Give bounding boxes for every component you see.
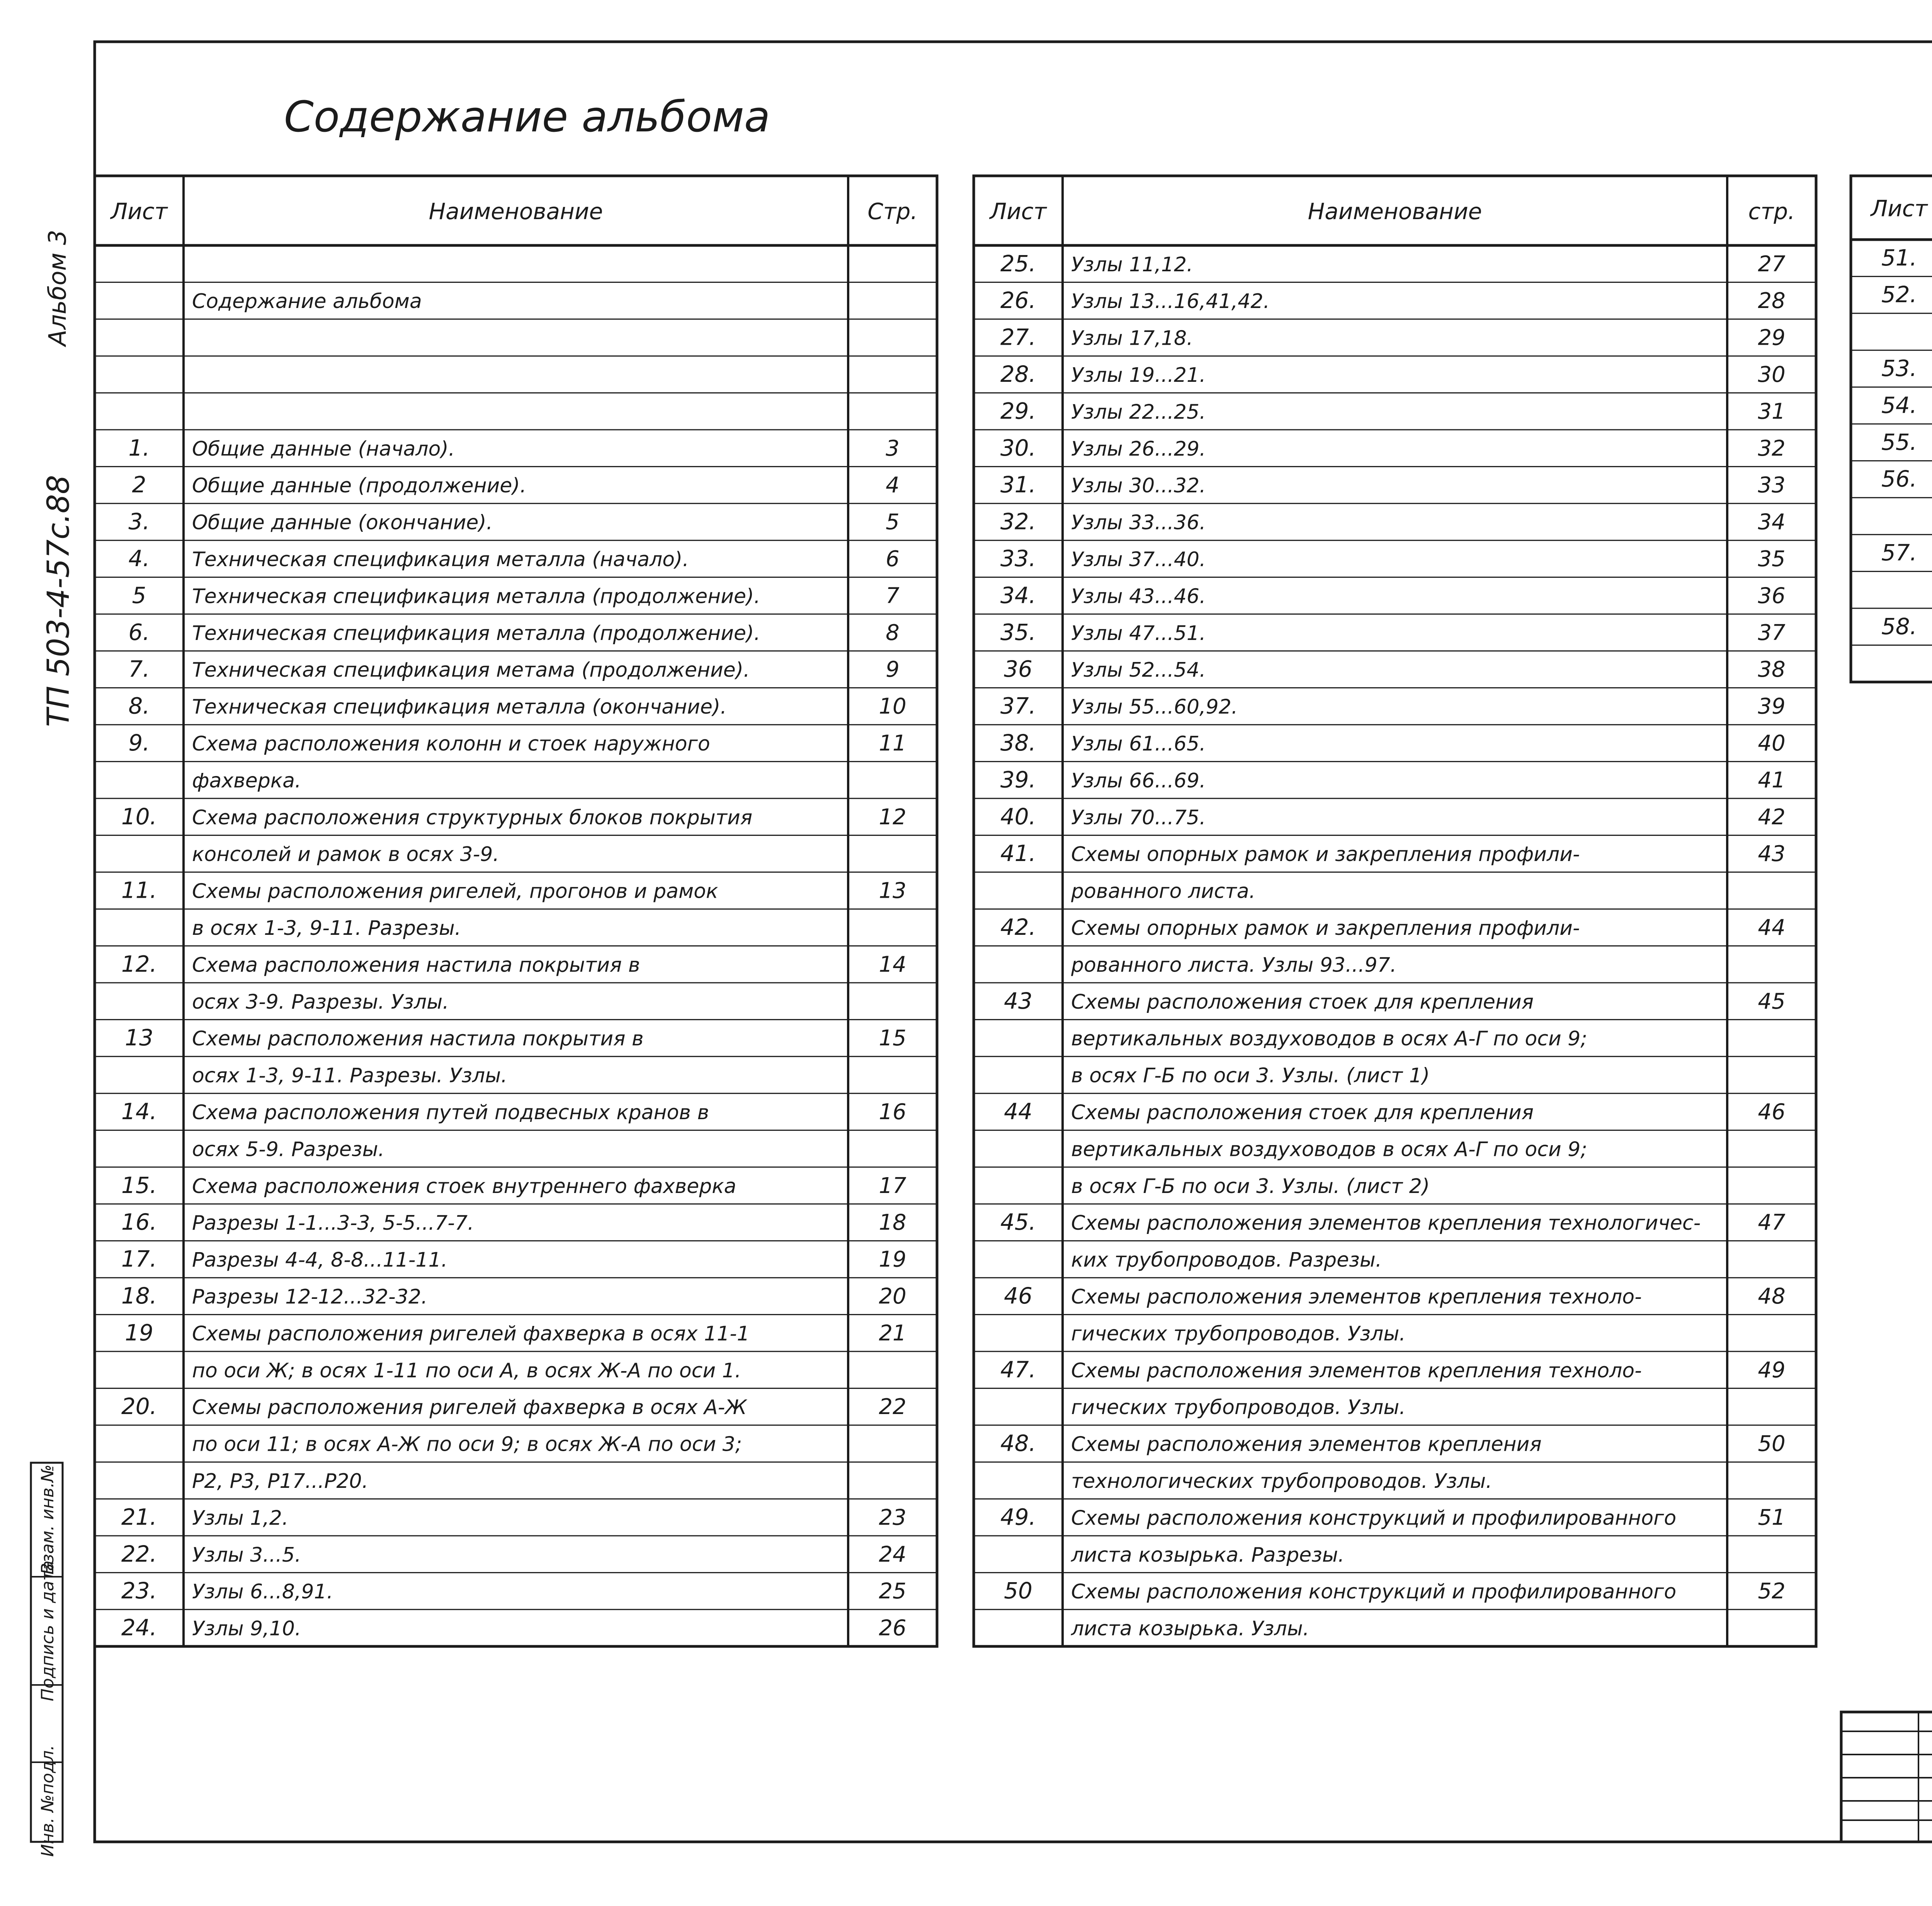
stamp-replacement-inv: Взам. инв.№ (38, 1464, 58, 1575)
table-row (974, 1064, 1816, 1094)
cell-name: листа козырька. Разрезы. (1071, 1543, 1345, 1567)
table-row (1851, 653, 1932, 682)
table-row (95, 769, 937, 798)
table-row (95, 1393, 937, 1425)
cell-sheet: 12. (121, 951, 157, 977)
table-row (95, 435, 937, 467)
table-row (974, 803, 1816, 836)
cell-page: 17 (879, 1173, 906, 1198)
cell-name: вертикальных воздуховодов в осях А-Г по оси 9; (1071, 1027, 1587, 1051)
cell-name: Узлы 55...60,92. (1071, 695, 1238, 719)
header-name: Наименование (429, 198, 603, 225)
table-row (974, 1283, 1816, 1315)
cell-sheet: 49. (1000, 1504, 1036, 1530)
cell-sheet: 38. (1000, 729, 1036, 756)
table-row (1851, 466, 1932, 498)
table-row (1851, 539, 1932, 572)
cell-page: 39 (1758, 694, 1786, 719)
cell-page: 40 (1758, 730, 1786, 756)
cell-sheet: 37. (1000, 693, 1036, 719)
cell-name: рованного листа. Узлы 93...97. (1071, 953, 1397, 977)
table-row (974, 545, 1816, 577)
cell-page: 41 (1758, 768, 1786, 793)
cell-name: Узлы 47...51. (1071, 621, 1206, 645)
cell-sheet: 24. (121, 1614, 157, 1641)
cell-page: 44 (1758, 915, 1786, 940)
cell-name: Узлы 17,18. (1071, 327, 1193, 350)
cell-sheet: 44 (1004, 1098, 1032, 1125)
cell-name: Схема расположения колонн и стоек наружного (192, 732, 710, 756)
cell-sheet: 7. (128, 656, 150, 682)
cell-page: 32 (1758, 436, 1786, 461)
table-row (1851, 613, 1932, 645)
cell-sheet: 50 (1004, 1578, 1032, 1604)
cell-sheet: 58. (1881, 613, 1917, 640)
cell-page: 33 (1758, 473, 1786, 498)
cell-page: 18 (879, 1210, 906, 1235)
cell-page: 26 (879, 1615, 906, 1641)
header-sheet: Лист (990, 198, 1047, 225)
cell-name: Схема расположения стоек внутреннего фахверка (192, 1174, 736, 1198)
cell-sheet: 39. (1000, 766, 1036, 793)
table-row (974, 1027, 1816, 1057)
cell-name: Узлы 6...8,91. (192, 1580, 333, 1604)
cell-page: 46 (1758, 1099, 1786, 1125)
cell-sheet: 9. (128, 729, 150, 756)
cell-page: 11 (879, 730, 906, 756)
table-row (974, 471, 1816, 504)
cell-name: Узлы 70...75. (1071, 806, 1206, 829)
cell-name: Разрезы 12-12...32-32. (192, 1285, 428, 1309)
table-row (974, 730, 1816, 762)
table-row (95, 1172, 937, 1204)
stamp-signature-date: Подпись и дата (38, 1560, 58, 1702)
cell-sheet: 34. (1000, 582, 1036, 609)
cell-name: Схемы расположения настила покрытия в (192, 1027, 644, 1051)
table-row (974, 1249, 1816, 1278)
cell-page: 15 (879, 1026, 906, 1051)
cell-sheet: 5 (132, 582, 146, 609)
cell-page: 22 (879, 1394, 906, 1420)
album-label: Альбом 3 (43, 230, 71, 346)
table-row (95, 1470, 937, 1499)
table-row (95, 290, 937, 319)
table-row (974, 1430, 1816, 1462)
cell-sheet: 47. (1000, 1356, 1036, 1383)
cell-name: Схема расположения настила покрытия в (192, 953, 640, 977)
table-row (974, 1356, 1816, 1389)
cell-name: осях 3-9. Разрезы. Узлы. (192, 990, 449, 1014)
cell-name: Узлы 22...25. (1071, 400, 1206, 424)
cell-name: Схема расположения структурных блоков покрытия (192, 806, 753, 829)
table-row (95, 1359, 937, 1389)
cell-page: 13 (879, 878, 906, 904)
table-1 (95, 176, 937, 1646)
cell-sheet: 8. (128, 693, 150, 719)
cell-sheet: 40. (1000, 803, 1036, 830)
table-row (974, 1138, 1816, 1167)
cell-sheet: 35. (1000, 619, 1036, 645)
cell-sheet: 29. (1000, 398, 1036, 424)
cell-name: осях 5-9. Разрезы. (192, 1138, 385, 1161)
table-row (974, 287, 1816, 319)
cell-page: 31 (1758, 399, 1786, 424)
table-row (1851, 321, 1932, 351)
cell-name: Узлы 3...5. (192, 1543, 301, 1567)
table-row (95, 1138, 937, 1167)
title-block (1841, 1712, 1932, 1842)
cell-sheet: 14. (121, 1098, 157, 1125)
table-row (95, 1209, 937, 1241)
cell-sheet: 21. (121, 1504, 157, 1530)
cell-name: Схемы опорных рамок и закрепления профили- (1071, 916, 1580, 940)
cell-page: 28 (1758, 288, 1786, 314)
table-row (974, 766, 1816, 798)
cell-sheet: 4. (128, 545, 150, 572)
table-row (95, 1578, 937, 1610)
cell-sheet: 42. (1000, 914, 1036, 940)
cell-sheet: 55. (1881, 429, 1917, 455)
cell-name: консолей и рамок в осях 3-9. (192, 843, 499, 866)
table-row (974, 361, 1816, 393)
cell-name: Содержание альбома (192, 290, 422, 313)
cell-page: 34 (1758, 509, 1786, 535)
table-row (95, 582, 937, 614)
cell-name: Схемы расположения ригелей, прогонов и рамок (192, 880, 718, 903)
cell-name: Разрезы 1-1...3-3, 5-5...7-7. (192, 1212, 474, 1235)
cell-sheet: 1. (128, 434, 150, 461)
cell-page: 6 (886, 546, 900, 572)
cell-name: Схемы расположения стоек для крепления (1071, 1101, 1534, 1124)
cell-sheet: 28. (1000, 361, 1036, 387)
cell-page: 35 (1758, 546, 1786, 572)
table-row (1851, 281, 1932, 313)
cell-name: Техническая спецификация метама (продолжение). (192, 659, 750, 682)
cell-name: Техническая спецификация металла (продолжение). (192, 585, 760, 608)
cell-sheet: 13 (125, 1024, 153, 1051)
table-row (974, 656, 1816, 688)
cell-name: Схемы расположения элементов крепления технологичес- (1071, 1212, 1701, 1235)
cell-name: фахверка. (192, 769, 301, 793)
cell-sheet: 22. (121, 1540, 157, 1567)
cell-name: Схема расположения путей подвесных кранов в (192, 1101, 709, 1124)
table-row (95, 509, 937, 541)
cell-name: Узлы 26...29. (1071, 437, 1206, 461)
table-row (95, 1541, 937, 1573)
table-row (1851, 429, 1932, 461)
cell-sheet: 43 (1004, 987, 1032, 1014)
header-sheet: Лист (111, 198, 168, 225)
table-row (974, 840, 1816, 872)
cell-page: 45 (1758, 989, 1786, 1014)
table-row (95, 1615, 937, 1647)
cell-page: 23 (879, 1505, 906, 1530)
table-row (974, 1617, 1816, 1647)
cell-name: в осях Г-Б по оси 3. Узлы. (лист 1) (1071, 1064, 1430, 1087)
cell-sheet: 31. (1000, 471, 1036, 498)
table-row (95, 471, 937, 504)
cell-sheet: 53. (1881, 355, 1917, 381)
cell-page: 9 (886, 657, 900, 682)
cell-name: Схемы опорных рамок и закрепления профили- (1071, 843, 1580, 866)
cell-sheet: 52. (1881, 281, 1917, 308)
cell-name: Узлы 9,10. (192, 1617, 301, 1641)
table-row (974, 1175, 1816, 1204)
cell-name: Узлы 30...32. (1071, 474, 1206, 498)
cell-page: 19 (879, 1247, 906, 1272)
cell-name: Техническая спецификация металла (продолжение). (192, 621, 760, 645)
cell-sheet: 56. (1881, 466, 1917, 492)
cell-name: Схемы расположения ригелей фахверка в осях 11-1 (192, 1322, 750, 1346)
cell-sheet: 27. (1000, 324, 1036, 351)
table-row (974, 398, 1816, 430)
cell-sheet: 30. (1000, 434, 1036, 461)
cell-page: 49 (1758, 1357, 1786, 1383)
cell-page: 21 (879, 1321, 906, 1346)
table-border (974, 176, 1816, 1646)
table-row (1851, 579, 1932, 608)
cell-name: Р2, Р3, Р17...Р20. (192, 1469, 369, 1493)
cell-page: 50 (1758, 1431, 1786, 1457)
table-row (974, 1504, 1816, 1536)
table-row (95, 917, 937, 946)
table-row (95, 951, 937, 983)
cell-name: в осях Г-Б по оси 3. Узлы. (лист 2) (1071, 1174, 1430, 1198)
table-row (974, 1470, 1816, 1499)
cell-page: 20 (879, 1283, 906, 1309)
table-row (95, 1283, 937, 1315)
cell-name: по оси 11; в осях А-Ж по оси 9; в осях Ж-А по оси 3; (192, 1433, 742, 1456)
table-row (95, 843, 937, 872)
cell-name: Узлы 19...21. (1071, 363, 1206, 387)
cell-name: Общие данные (начало). (192, 437, 455, 461)
table-row (95, 1024, 937, 1057)
table-row (95, 1098, 937, 1130)
cell-page: 10 (879, 694, 906, 719)
cell-page: 24 (879, 1542, 906, 1567)
cell-name: рованного листа. (1071, 880, 1256, 903)
cell-sheet: 18. (121, 1282, 157, 1309)
cell-name: Техническая спецификация металла (начало). (192, 548, 689, 571)
table-row (974, 1396, 1816, 1425)
table-row (95, 545, 937, 577)
cell-name: гических трубопроводов. Узлы. (1071, 1322, 1406, 1346)
cell-sheet: 33. (1000, 545, 1036, 572)
cell-sheet: 10. (121, 803, 157, 830)
table-row (95, 1319, 937, 1351)
table-row (1851, 245, 1932, 277)
cell-name: Узлы 37...40. (1071, 548, 1206, 571)
table-row (95, 1246, 937, 1278)
header-name: Наименование (1308, 198, 1482, 225)
album-title: Содержание альбома (284, 92, 770, 141)
cell-page: 12 (879, 804, 906, 830)
table-row (974, 988, 1816, 1020)
contents-tables (95, 176, 1932, 1646)
cell-page: 42 (1758, 804, 1786, 830)
cell-name: Схемы расположения конструкций и профилированного (1071, 1580, 1677, 1604)
cell-sheet: 54. (1881, 392, 1917, 419)
cell-sheet: 20. (121, 1393, 157, 1420)
cell-name: гических трубопроводов. Узлы. (1071, 1396, 1406, 1419)
table-row (974, 324, 1816, 356)
cell-sheet: 46 (1004, 1282, 1032, 1309)
header-sheet: Лист (1871, 195, 1928, 222)
table-row (95, 877, 937, 909)
cell-name: Узлы 43...46. (1071, 585, 1206, 608)
cell-sheet: 11. (121, 877, 157, 904)
table-row (974, 693, 1816, 725)
table-row (974, 914, 1816, 946)
cell-page: 5 (886, 509, 900, 535)
cell-name: Техническая спецификация металла (окончание). (192, 695, 727, 719)
table-row (1851, 355, 1932, 387)
cell-name: Узлы 1,2. (192, 1506, 289, 1530)
cell-sheet: 26. (1000, 287, 1036, 314)
cell-name: Схемы расположения стоек для крепления (1071, 990, 1534, 1014)
cell-name: Узлы 33...36. (1071, 511, 1206, 534)
cell-name: Узлы 66...69. (1071, 769, 1206, 793)
cell-sheet: 25. (1000, 250, 1036, 277)
table-row (95, 1064, 937, 1094)
table-row (974, 250, 1816, 282)
table-row (974, 509, 1816, 541)
cell-name: Схемы расположения элементов крепления техноло- (1071, 1359, 1642, 1382)
table-row (95, 730, 937, 762)
table-row (974, 1578, 1816, 1610)
cell-name: в осях 1-3, 9-11. Разрезы. (192, 916, 461, 940)
cell-page: 25 (879, 1579, 906, 1604)
cell-page: 52 (1758, 1579, 1786, 1604)
cell-sheet: 57. (1881, 539, 1917, 566)
header-page: Стр. (867, 198, 918, 225)
cell-sheet: 51. (1881, 244, 1917, 271)
table-row (95, 990, 937, 1020)
cell-page: 51 (1758, 1505, 1786, 1530)
cell-name: осях 1-3, 9-11. Разрезы. Узлы. (192, 1064, 507, 1087)
cell-name: Схемы расположения конструкций и профилированного (1071, 1506, 1677, 1530)
cell-name: технологических трубопроводов. Узлы. (1071, 1469, 1492, 1493)
cell-sheet: 32. (1000, 508, 1036, 535)
cell-page: 29 (1758, 325, 1786, 351)
table-row (974, 1544, 1816, 1573)
header-page: стр. (1748, 198, 1795, 225)
cell-page: 3 (886, 436, 900, 461)
cell-page: 38 (1758, 657, 1786, 682)
table-border (95, 176, 937, 1646)
cell-page: 37 (1758, 620, 1786, 645)
cell-sheet: 36 (1004, 656, 1032, 682)
left-stamp-strip (31, 1463, 63, 1857)
cell-sheet: 15. (121, 1172, 157, 1198)
cell-page: 36 (1758, 583, 1786, 609)
table-row (974, 953, 1816, 983)
cell-sheet: 16. (121, 1209, 157, 1235)
cell-name: Общие данные (продолжение). (192, 474, 527, 498)
table-row (974, 880, 1816, 909)
table-row (95, 1433, 937, 1462)
cell-page: 16 (879, 1099, 906, 1125)
cell-name: ких трубопроводов. Разрезы. (1071, 1248, 1382, 1272)
cell-name: Узлы 61...65. (1071, 732, 1206, 756)
cell-name: вертикальных воздуховодов в осях А-Г по оси 9; (1071, 1138, 1587, 1161)
cell-sheet: 3. (128, 508, 150, 535)
cell-page: 14 (879, 952, 906, 977)
cell-page: 43 (1758, 841, 1786, 867)
cell-sheet: 2 (132, 471, 146, 498)
cell-sheet: 48. (1000, 1430, 1036, 1457)
cell-sheet: 23. (121, 1578, 157, 1604)
cell-name: Схемы расположения ригелей фахверка в осях А-Ж (192, 1396, 747, 1419)
cell-page: 8 (886, 620, 900, 645)
cell-sheet: 41. (1000, 840, 1036, 867)
document-code: ТП 503-4-57с.88 (41, 475, 76, 727)
table-row (974, 619, 1816, 651)
cell-name: листа козырька. Узлы. (1071, 1617, 1310, 1641)
cell-sheet: 19 (125, 1319, 153, 1346)
cell-page: 4 (886, 473, 900, 498)
table-2 (974, 176, 1816, 1646)
cell-page: 7 (886, 583, 900, 609)
table-row (95, 693, 937, 725)
cell-name: Узлы 52...54. (1071, 659, 1206, 682)
cell-name: Схемы расположения элементов крепления техноло- (1071, 1285, 1642, 1309)
cell-name: Узлы 11,12. (1071, 253, 1193, 276)
table-3 (1851, 176, 1932, 682)
table-row (1851, 505, 1932, 535)
cell-name: Схемы расположения элементов крепления (1071, 1433, 1542, 1456)
table-row (95, 619, 937, 651)
cell-sheet: 45. (1000, 1209, 1036, 1235)
cell-name: Узлы 13...16,41,42. (1071, 290, 1270, 313)
table-row (974, 435, 1816, 467)
table-row (95, 803, 937, 836)
cell-name: Общие данные (окончание). (192, 511, 493, 534)
table-row (974, 582, 1816, 614)
table-row (974, 1209, 1816, 1241)
cell-name: по оси Ж; в осях 1-11 по оси А, в осях Ж-А по оси 1. (192, 1359, 742, 1382)
table-row (95, 656, 937, 688)
cell-sheet: 6. (128, 619, 150, 645)
cell-page: 47 (1758, 1210, 1786, 1235)
stamp-inv-number: Инв. №подл. (38, 1745, 58, 1857)
table-row (974, 1098, 1816, 1130)
cell-page: 27 (1758, 251, 1786, 277)
cell-name: Разрезы 4-4, 8-8...11-11. (192, 1248, 448, 1272)
cell-page: 48 (1758, 1283, 1786, 1309)
table-row (95, 1504, 937, 1536)
table-row (1851, 392, 1932, 424)
cell-page: 30 (1758, 362, 1786, 387)
table-row (974, 1322, 1816, 1351)
cell-sheet: 17. (121, 1246, 157, 1272)
